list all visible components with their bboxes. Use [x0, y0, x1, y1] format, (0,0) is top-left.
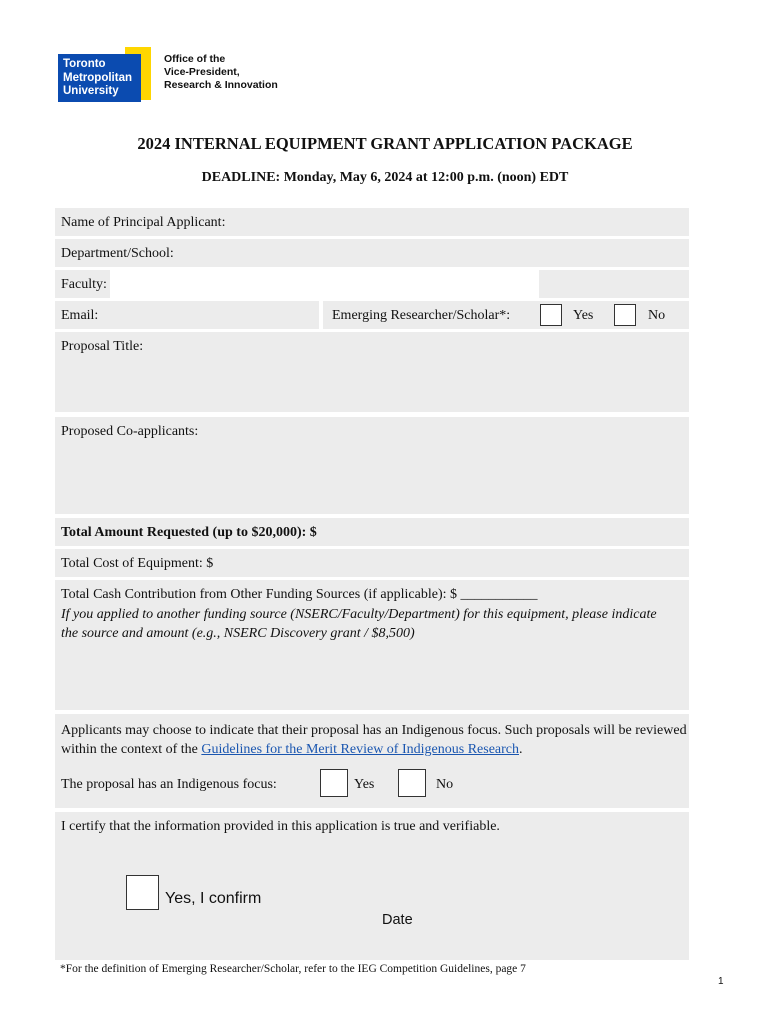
- office-line: Research & Innovation: [164, 79, 278, 91]
- logo-line: Toronto: [63, 58, 106, 70]
- proposal-title-label: Proposal Title:: [61, 339, 144, 354]
- total-cost-label: Total Cost of Equipment: $: [61, 556, 214, 571]
- certification-section: [55, 812, 689, 960]
- indigenous-section: [55, 714, 689, 808]
- emerging-researcher-label: Emerging Researcher/Scholar*:: [332, 308, 511, 323]
- emerging-yes-label: Yes: [573, 308, 594, 323]
- faculty-input[interactable]: [110, 270, 539, 298]
- deadline: DEADLINE: Monday, May 6, 2024 at 12:00 p.m. (noon) EDT: [201, 170, 569, 185]
- emerging-no-checkbox[interactable]: [614, 304, 636, 326]
- total-requested-field[interactable]: [55, 518, 689, 546]
- certify-text: I certify that the information provided in this application is true and verifiable.: [61, 819, 500, 834]
- indigenous-focus-label: The proposal has an Indigenous focus:: [61, 777, 277, 792]
- indigenous-text: [61, 721, 687, 759]
- department-field[interactable]: [55, 239, 689, 267]
- footnote: *For the definition of Emerging Researcher/Scholar, refer to the IEG Competition Guidelines, page 7: [60, 963, 526, 975]
- office-name: [164, 53, 278, 92]
- indigenous-text-end: .: [519, 742, 523, 757]
- cash-contribution-note: If you applied to another funding source (NSERC/Faculty/Department) for this equipment, please indicate the source and amount (e.g., NSERC Discovery grant / $8,500): [61, 607, 657, 641]
- merit-review-guidelines-link[interactable]: Guidelines for the Merit Review of Indigenous Research: [201, 742, 519, 757]
- proposal-title-field[interactable]: [55, 332, 689, 412]
- indigenous-no-checkbox[interactable]: [398, 769, 426, 797]
- cash-contribution-label: Total Cash Contribution from Other Funding Sources (if applicable): $ ___________: [61, 587, 538, 602]
- faculty-row: [55, 270, 689, 298]
- email-label: Email:: [61, 308, 99, 323]
- department-label: Department/School:: [61, 246, 174, 261]
- principal-applicant-label: Name of Principal Applicant:: [61, 215, 226, 230]
- confirm-checkbox[interactable]: [126, 875, 159, 910]
- coapplicants-label: Proposed Co-applicants:: [61, 424, 199, 439]
- emerging-no-label: No: [648, 308, 666, 323]
- indigenous-yes-checkbox[interactable]: [320, 769, 348, 797]
- page-number: 1: [718, 976, 724, 987]
- confirm-label: Yes, I confirm: [165, 890, 262, 907]
- indigenous-no-label: No: [436, 777, 454, 792]
- page-title: 2024 INTERNAL EQUIPMENT GRANT APPLICATION PACKAGE: [137, 134, 633, 153]
- cash-contribution-field[interactable]: [55, 580, 689, 710]
- emerging-yes-checkbox[interactable]: [540, 304, 562, 326]
- indigenous-yes-label: Yes: [354, 777, 375, 792]
- faculty-label: Faculty:: [61, 277, 107, 292]
- total-cost-field[interactable]: [55, 549, 689, 577]
- total-requested-label: Total Amount Requested (up to $20,000): $: [61, 525, 317, 540]
- logo-line: Metropolitan: [63, 71, 132, 84]
- principal-applicant-field[interactable]: [55, 208, 689, 236]
- coapplicants-field[interactable]: [55, 417, 689, 514]
- emerging-researcher-row: [323, 301, 689, 329]
- office-line: Vice-President,: [164, 66, 240, 78]
- email-field[interactable]: [55, 301, 319, 329]
- logo-line: University: [63, 85, 119, 97]
- office-line: Office of the: [164, 53, 226, 65]
- university-logo: [58, 54, 141, 102]
- indigenous-text-body: Applicants may choose to indicate that their proposal has an Indigenous focus. Such proposals will be reviewed within the context of the: [61, 723, 687, 757]
- date-label: Date: [382, 912, 413, 928]
